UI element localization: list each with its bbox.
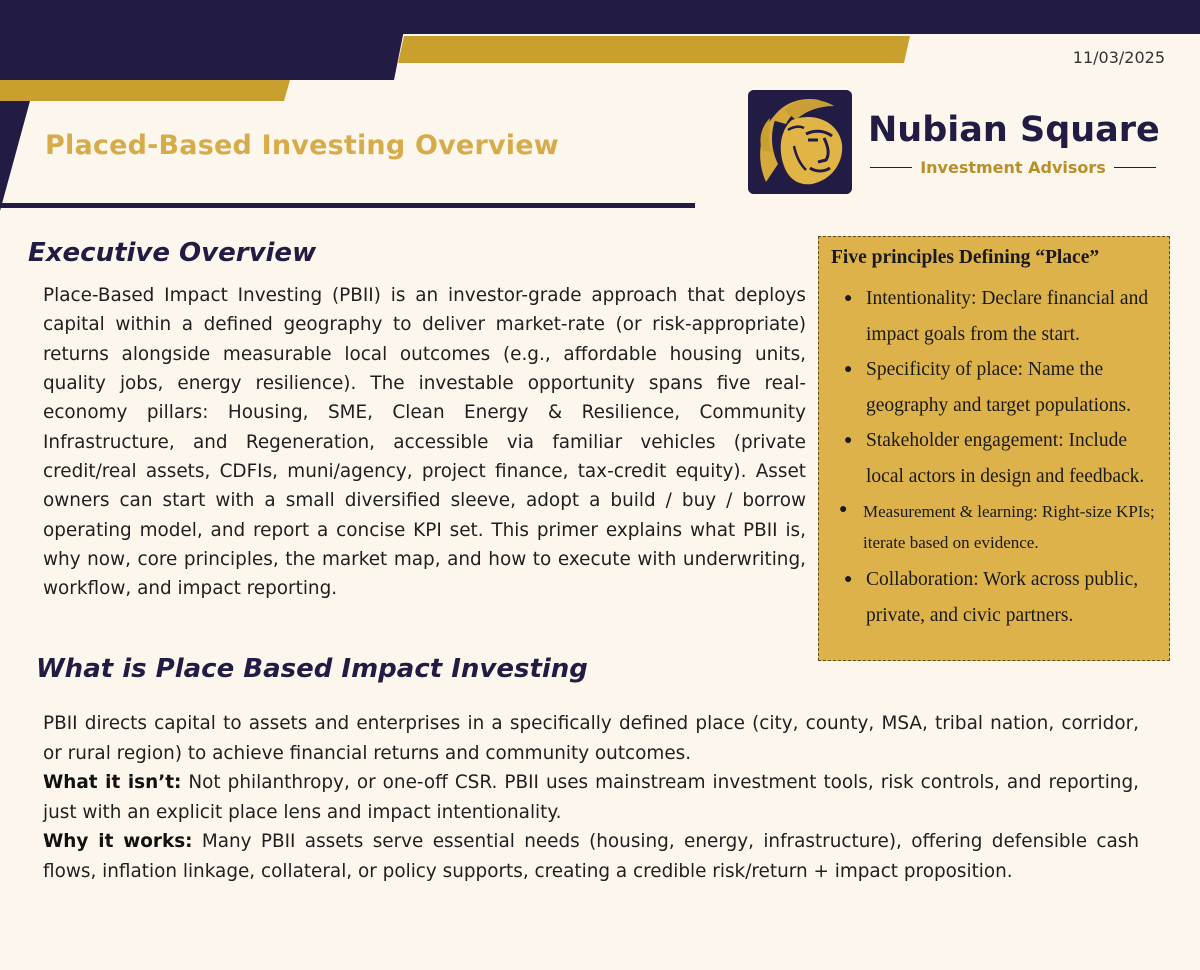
principles-list <box>819 281 1169 633</box>
header-gold-ribbon-right <box>398 36 910 63</box>
bullet-icon: ● <box>844 433 853 448</box>
title-underline <box>0 203 695 208</box>
why-it-works-text: Many PBII assets serve essential needs (housing, energy, infrastructure), offering defensible cash flows, inflation linkage, collateral, or policy supports, creating a credible risk/return + impact proposition. <box>43 831 1140 882</box>
header-gold-ribbon-left <box>0 80 290 101</box>
what-it-isnt-text: Not philanthropy, or one-off CSR. PBII uses mainstream investment tools, risk controls, and reporting, just with an explicit place lens and impact intentionality. <box>43 772 1139 823</box>
what-is-intro: PBII directs capital to assets and enterprises in a specifically defined place (city, county, MSA, tribal nation, corridor, or rural region) to achieve financial returns and community outcomes. <box>43 713 1139 764</box>
principles-heading: Five principles Defining “Place” <box>831 247 1100 268</box>
principle-item: ● Stakeholder engagement: Include local actors in design and feedback. <box>819 423 1169 494</box>
what-it-isnt-label: What it isn’t: <box>43 772 182 793</box>
brand-rule-right <box>1114 167 1156 169</box>
principle-item: ● Specificity of place: Name the geography and target populations. <box>819 352 1169 423</box>
brand-subtitle-row <box>870 158 1156 177</box>
why-it-works-paragraph <box>43 827 1139 886</box>
lion-head-icon <box>748 90 852 194</box>
header-navy-ribbon <box>0 0 410 80</box>
bullet-icon: ● <box>844 291 853 306</box>
principle-item: ● Collaboration: Work across public, private, and civic partners. <box>819 562 1169 633</box>
what-is-pbii-heading: What is Place Based Impact Investing <box>36 654 588 684</box>
what-it-isnt-paragraph <box>43 768 1139 827</box>
executive-overview-heading: Executive Overview <box>28 238 317 268</box>
bullet-icon: ● <box>844 572 853 587</box>
principle-item: ● Intentionality: Declare financial and impact goals from the start. <box>819 281 1169 352</box>
executive-overview-body: Place-Based Impact Investing (PBII) is an investor-grade approach that deploys capital within a defined geography to deliver market-rate (or risk-appropriate) returns alongside measurable local outcomes (e.g., affordable housing units, quality jobs, energy resilience). The investable opportunity spans five real-economy pillars: Housing, SME, Clean Energy & Resilience, Community Infrastructure, and Regeneration, accessible via familiar vehicles (private credit/real assets, CDFIs, muni/agency, project finance, tax-credit equity). Asset owners can start with a small diversified sleeve, adopt a build / buy / borrow operating model, and report a concise KPI set. This primer explains what PBII is, why now, core principles, the market map, and how to execute with underwriting, workflow, and impact reporting. <box>43 285 806 600</box>
brand-name: Nubian Square <box>868 110 1160 150</box>
brand-subtitle: Investment Advisors <box>920 158 1106 177</box>
principles-box <box>818 236 1170 661</box>
bullet-icon: ● <box>839 502 848 517</box>
brand-rule-left <box>870 167 912 169</box>
what-is-pbii-body <box>43 709 1139 886</box>
page-title: Placed-Based Investing Overview <box>45 130 559 161</box>
header-navy-wedge <box>0 101 30 211</box>
why-it-works-label: Why it works: <box>43 831 193 852</box>
document-date: 11/03/2025 <box>1072 48 1165 67</box>
bullet-icon: ● <box>844 362 853 377</box>
principle-item: ● Measurement & learning: Right-size KPIs; iterate based on evidence. <box>819 494 1169 562</box>
